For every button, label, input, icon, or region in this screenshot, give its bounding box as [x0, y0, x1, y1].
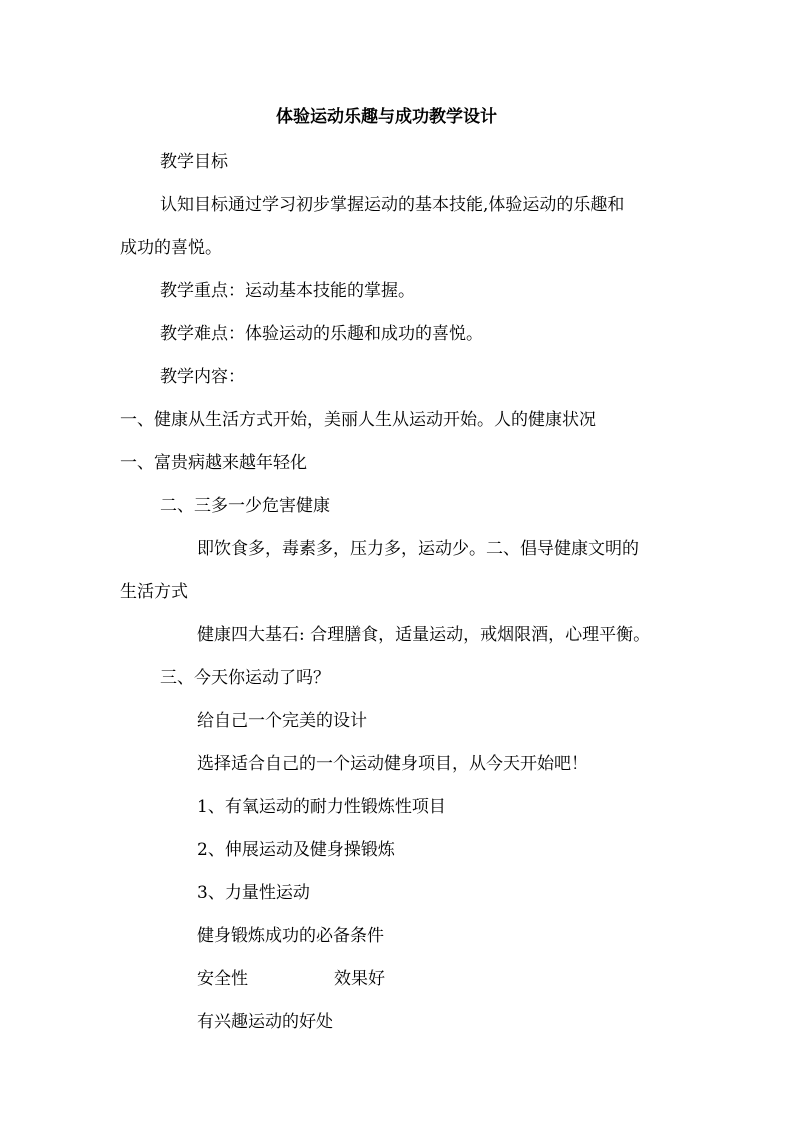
- paragraph-line: 健康四大基石: 合理膳食，适量运动，戒烟限酒，心理平衡。: [197, 625, 651, 645]
- paragraph-line: 成功的喜悦。: [120, 238, 222, 258]
- paragraph-line: 健身锻炼成功的必备条件: [197, 926, 384, 946]
- list-item: 3、力量性运动: [197, 883, 310, 903]
- paragraph-line: 认知目标通过学习初步掌握运动的基本技能,体验运动的乐趣和: [160, 195, 625, 215]
- condition-row: [197, 967, 385, 991]
- paragraph-line: 有兴趣运动的好处: [197, 1012, 333, 1032]
- list-item: 1、有氧运动的耐力性锻炼性项目: [197, 797, 446, 817]
- document-title: 体验运动乐趣与成功教学设计: [276, 107, 497, 127]
- paragraph-line: 一、富贵病越来越年轻化: [120, 453, 307, 473]
- paragraph-line: 即饮食多，毒素多，压力多，运动少。二、倡导健康文明的: [197, 539, 639, 559]
- paragraph-line: 选择适合自己的一个运动健身项目，从今天开始吧！: [197, 754, 588, 774]
- paragraph-line: 教学难点：体验运动的乐趣和成功的喜悦。: [160, 324, 483, 344]
- paragraph-line: 二、三多一少危害健康: [160, 496, 330, 516]
- paragraph-line: 三、今天你运动了吗？: [160, 668, 330, 688]
- list-item: 2、伸展运动及健身操锻炼: [197, 840, 395, 860]
- paragraph-line: 一、健康从生活方式开始，美丽人生从运动开始。人的健康状况: [120, 410, 596, 430]
- section-heading-objectives: 教学目标: [160, 152, 228, 172]
- condition-safety: 安全性: [197, 969, 248, 989]
- paragraph-line: 生活方式: [120, 582, 188, 602]
- paragraph-line: 给自己一个完美的设计: [197, 711, 367, 731]
- section-heading-content: 教学内容：: [160, 367, 245, 387]
- paragraph-line: 教学重点：运动基本技能的掌握。: [160, 281, 415, 301]
- condition-effect: 效果好: [334, 969, 385, 989]
